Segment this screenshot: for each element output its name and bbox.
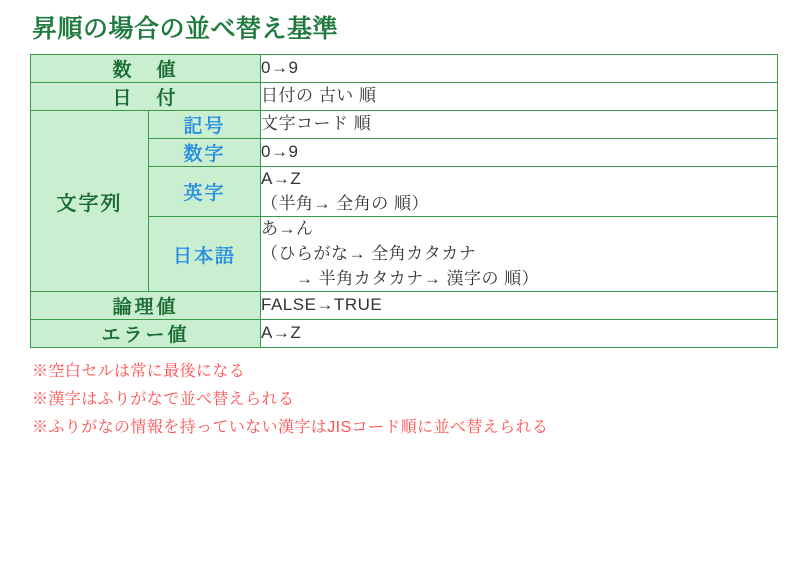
row-value-error: A→Z xyxy=(261,320,778,348)
row-value-logical: FALSE→TRUE xyxy=(261,292,778,320)
row-label-number: 数 値 xyxy=(31,55,261,83)
value-line: （ひらがな→ 全角カタカナ xyxy=(261,243,477,263)
row-label-date: 日 付 xyxy=(31,83,261,111)
row-label-digit: 数字 xyxy=(149,139,261,167)
row-label-error: エラー値 xyxy=(31,320,261,348)
value-line: A→Z xyxy=(261,169,302,188)
notes-list xyxy=(32,358,778,442)
page-title: 昇順の場合の並べ替え基準 xyxy=(32,15,339,43)
row-value-digit: 0→9 xyxy=(261,139,778,167)
row-value-symbol: 文字コード 順 xyxy=(261,111,778,139)
row-label-symbol: 記号 xyxy=(149,111,261,139)
note-item: ※ふりがなの情報を持っていない漢字はJISコード順に並べ替えられる xyxy=(32,419,549,437)
value-line: （半角→ 全角の 順） xyxy=(261,193,429,213)
row-value-date: 日付の 古い 順 xyxy=(261,83,778,111)
note-item: ※漢字はふりがなで並べ替えられる xyxy=(32,391,295,409)
table-row xyxy=(31,320,778,348)
row-label-alphabet: 英字 xyxy=(149,167,261,217)
row-label-japanese: 日本語 xyxy=(149,217,261,292)
sort-criteria-table xyxy=(30,54,778,348)
table-row xyxy=(31,111,778,139)
table-row xyxy=(31,83,778,111)
table-row xyxy=(31,292,778,320)
group-label-string: 文字列 xyxy=(31,111,149,292)
table-row xyxy=(31,55,778,83)
row-label-logical: 論理値 xyxy=(31,292,261,320)
value-line: → 半角カタカナ→ 漢字の 順） xyxy=(261,268,540,288)
note-item: ※空白セルは常に最後になる xyxy=(32,363,246,381)
value-line: あ→ん xyxy=(261,219,314,239)
row-value-alphabet xyxy=(261,167,778,217)
row-value-number: 0→9 xyxy=(261,55,778,83)
row-value-japanese xyxy=(261,217,778,292)
